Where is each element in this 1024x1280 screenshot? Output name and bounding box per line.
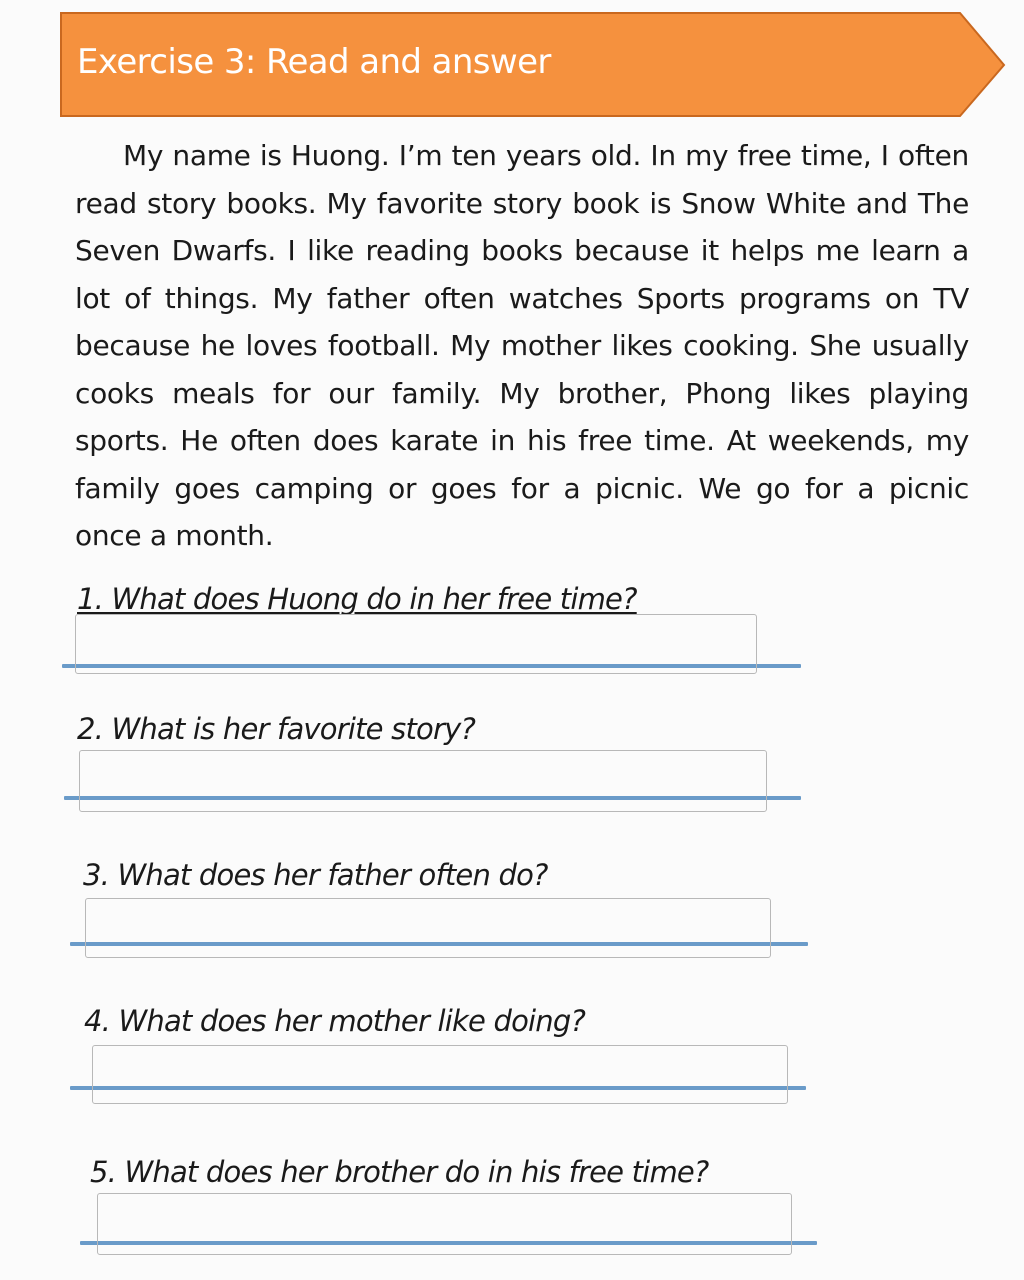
answer-box-2[interactable] <box>79 750 767 812</box>
question-5: 5. What does her brother do in his free time? <box>90 1155 709 1189</box>
question-4: 4. What does her mother like doing? <box>84 1004 586 1038</box>
answer-box-3[interactable] <box>85 898 771 958</box>
answer-box-4[interactable] <box>92 1045 788 1104</box>
exercise-title: Exercise 3: Read and answer <box>77 42 551 82</box>
question-3: 3. What does her father often do? <box>83 858 548 892</box>
answer-box-5[interactable] <box>97 1193 792 1255</box>
question-2: 2. What is her favorite story? <box>77 712 476 746</box>
reading-passage: My name is Huong. I’m ten years old. In my free time, I often read story books. My favorite story book is Snow White and The Seven Dwarfs. I like reading books because it helps me learn a lot of things. My father often watches Sports programs on TV because he loves football. My mother likes cooking. She usually cooks meals for our family. My brother, Phong likes playing sports. He often does karate in his free time. At weekends, my family goes camping or goes for a picnic. We go for a picnic once a month. <box>75 139 969 552</box>
exercise-banner <box>60 12 1006 118</box>
question-1: 1. What does Huong do in her free time? <box>77 582 637 616</box>
answer-box-1[interactable] <box>75 614 757 674</box>
